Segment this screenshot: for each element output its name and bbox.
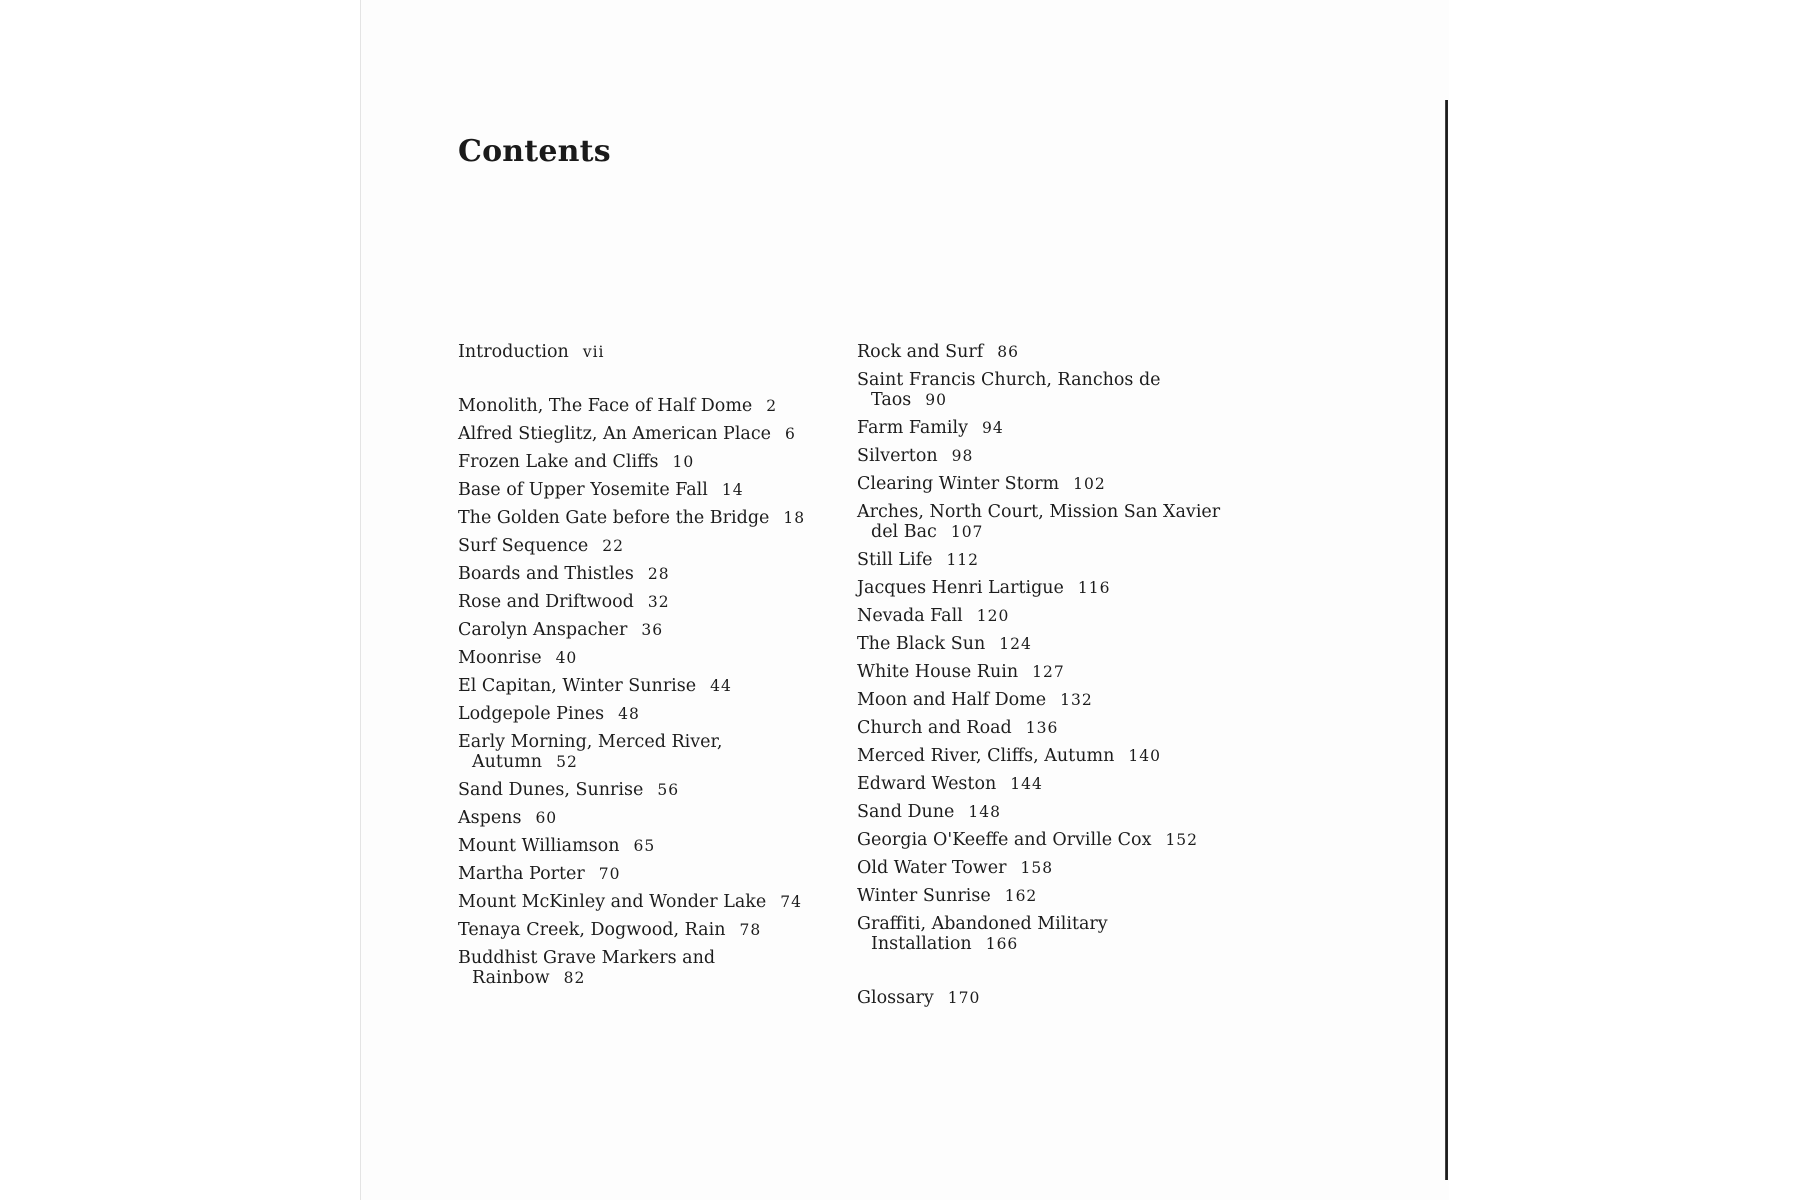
toc-entry: [458, 648, 828, 668]
toc-entry: [857, 606, 1237, 626]
toc-entry: [458, 948, 828, 988]
toc-entry-page: 102: [1073, 475, 1106, 493]
toc-entry-title: El Capitan, Winter Sunrise: [458, 676, 697, 696]
toc-entry-page: 10: [672, 453, 695, 471]
page-gutter-edge: [1445, 100, 1448, 1180]
toc-entry-page: 14: [721, 481, 744, 499]
toc-entry: [458, 452, 828, 472]
toc-entry-page: 132: [1060, 691, 1093, 709]
toc-entry-page: 152: [1165, 831, 1199, 849]
page-title: Contents: [458, 134, 611, 170]
toc-entry: [458, 780, 828, 800]
toc-column-left: [458, 342, 828, 996]
toc-entry: [857, 886, 1237, 906]
toc-entry: [458, 396, 828, 416]
toc-entry-title: The Black Sun: [857, 634, 986, 654]
toc-entry-title: Jacques Henri Lartigue: [857, 578, 1064, 598]
toc-entry-page: 36: [641, 621, 664, 639]
toc-entry-page: 28: [647, 565, 670, 583]
toc-entry-page: 144: [1010, 775, 1043, 793]
toc-entry-title: Graffiti, Abandoned Military Installation: [857, 914, 1108, 954]
toc-entry-title: Lodgepole Pines: [458, 704, 605, 724]
toc-entry-page: 162: [1004, 887, 1038, 905]
toc-entry-page: 94: [981, 419, 1004, 437]
toc-entry-title: Rose and Driftwood: [458, 592, 634, 612]
toc-entry-page: 74: [780, 893, 802, 911]
toc-entry: [458, 480, 828, 500]
toc-entry-title: Winter Sunrise: [857, 886, 991, 906]
toc-entry-title: Introduction: [458, 342, 569, 362]
toc-entry-title: Still Life: [857, 550, 933, 570]
toc-entry-page: 120: [976, 607, 1010, 625]
toc-entry-page: 32: [647, 593, 670, 611]
toc-entry-title: Nevada Fall: [857, 606, 963, 626]
toc-entry-page: 107: [950, 523, 984, 541]
toc-entry: [857, 774, 1237, 794]
toc-entry-page: 6: [785, 425, 796, 443]
toc-entry: [857, 690, 1237, 710]
toc-entry-page: 140: [1128, 747, 1161, 765]
toc-entry-page: 44: [710, 677, 732, 695]
toc-entry: [857, 550, 1237, 570]
toc-entry: [857, 830, 1237, 850]
toc-entry-title: Sand Dune: [857, 802, 955, 822]
toc-entry: [458, 676, 828, 696]
toc-entry: [857, 662, 1237, 682]
toc-entry-title: Frozen Lake and Cliffs: [458, 452, 659, 472]
toc-entry-title: Church and Road: [857, 718, 1012, 738]
toc-entry-page: 127: [1032, 663, 1065, 681]
toc-entry: [857, 634, 1237, 654]
toc-entry: [458, 564, 828, 584]
toc-entry-title: Sand Dunes, Sunrise: [458, 780, 644, 800]
toc-entry-title: Tenaya Creek, Dogwood, Rain: [458, 920, 726, 940]
toc-entry-page: 148: [968, 803, 1001, 821]
toc-entry: [458, 920, 828, 940]
toc-entry-title: Moonrise: [458, 648, 542, 668]
toc-entry-title: Saint Francis Church, Ranchos de Taos: [857, 370, 1161, 410]
toc-entry: [857, 914, 1237, 954]
toc-entry: [857, 502, 1237, 542]
toc-entry: [458, 892, 828, 912]
toc-entry: [458, 732, 828, 772]
toc-entry-page: 52: [556, 753, 578, 771]
toc-entry-title: Early Morning, Merced River, Autumn: [458, 732, 723, 772]
toc-entry: [857, 418, 1237, 438]
toc-entry-title: Martha Porter: [458, 864, 585, 884]
toc-entry-page: 98: [951, 447, 974, 465]
toc-entry-page: 2: [766, 397, 778, 415]
toc-entry-title: Boards and Thistles: [458, 564, 634, 584]
toc-entry-page: 124: [999, 635, 1032, 653]
toc-entry: [458, 620, 828, 640]
toc-entry-title: Glossary: [857, 988, 934, 1008]
toc-entry: [857, 474, 1237, 494]
toc-entry-title: Monolith, The Face of Half Dome: [458, 396, 753, 416]
toc-entry-page: 70: [598, 865, 621, 883]
toc-entry: [458, 424, 828, 444]
toc-entry: [458, 536, 828, 556]
toc-entry-title: Carolyn Anspacher: [458, 620, 628, 640]
toc-entry-title: Moon and Half Dome: [857, 690, 1047, 710]
toc-entry-title: Silverton: [857, 446, 938, 466]
toc-column-right: [857, 342, 1237, 1016]
toc-entry-page: 112: [946, 551, 980, 569]
toc-entry: [458, 508, 828, 528]
toc-entry: [857, 718, 1237, 738]
toc-entry: [458, 592, 828, 612]
toc-entry: [458, 808, 828, 828]
toc-entry: [857, 342, 1237, 362]
toc-entry: [857, 746, 1237, 766]
toc-entry-page: 116: [1077, 579, 1111, 597]
toc-entry-page: 22: [602, 537, 625, 555]
toc-entry: [857, 446, 1237, 466]
toc-entry: [857, 858, 1237, 878]
toc-entry: [458, 836, 828, 856]
toc-entry: [458, 342, 828, 362]
toc-entry: [857, 578, 1237, 598]
toc-entry: [857, 802, 1237, 822]
toc-entry-title: Merced River, Cliffs, Autumn: [857, 746, 1115, 766]
toc-entry-title: Buddhist Grave Markers and Rainbow: [458, 948, 716, 988]
toc-entry-page: vii: [582, 343, 605, 361]
toc-entry-title: Alfred Stieglitz, An American Place: [458, 424, 772, 444]
toc-entry-title: Georgia O'Keeffe and Orville Cox: [857, 830, 1152, 850]
toc-entry-title: Surf Sequence: [458, 536, 589, 556]
toc-entry-page: 82: [563, 969, 586, 987]
toc-entry-page: 65: [633, 837, 656, 855]
toc-entry-glossary: [857, 988, 1237, 1008]
toc-entry-page: 56: [657, 781, 680, 799]
toc-entry-page: 90: [925, 391, 947, 409]
toc-entry-title: White House Ruin: [857, 662, 1019, 682]
toc-entry-page: 78: [739, 921, 762, 939]
toc-entry-page: 170: [947, 989, 981, 1007]
toc-entry-page: 40: [555, 649, 578, 667]
toc-entry-page: 166: [985, 935, 1019, 953]
toc-entry-page: 18: [783, 509, 806, 527]
toc-entry-title: Mount McKinley and Wonder Lake: [458, 892, 767, 912]
toc-entry: [857, 370, 1237, 410]
toc-entry-page: 136: [1025, 719, 1059, 737]
toc-entry: [458, 864, 828, 884]
toc-entry-title: Aspens: [458, 808, 522, 828]
toc-entry-title: Base of Upper Yosemite Fall: [458, 480, 708, 500]
toc-entry-title: Mount Williamson: [458, 836, 620, 856]
toc-entry-title: Rock and Surf: [857, 342, 984, 362]
toc-entry-title: Old Water Tower: [857, 858, 1007, 878]
toc-entry-title: Edward Weston: [857, 774, 997, 794]
toc-entry-title: Farm Family: [857, 418, 968, 438]
toc-entry: [458, 704, 828, 724]
toc-entry-page: 158: [1020, 859, 1054, 877]
toc-entry-title: The Golden Gate before the Bridge: [458, 508, 770, 528]
toc-entry-page: 60: [535, 809, 558, 827]
toc-entry-title: Clearing Winter Storm: [857, 474, 1060, 494]
toc-entry-title: Arches, North Court, Mission San Xavier del Bac: [857, 502, 1221, 542]
toc-entry-page: 86: [997, 343, 1019, 361]
toc-entry-page: 48: [618, 705, 640, 723]
